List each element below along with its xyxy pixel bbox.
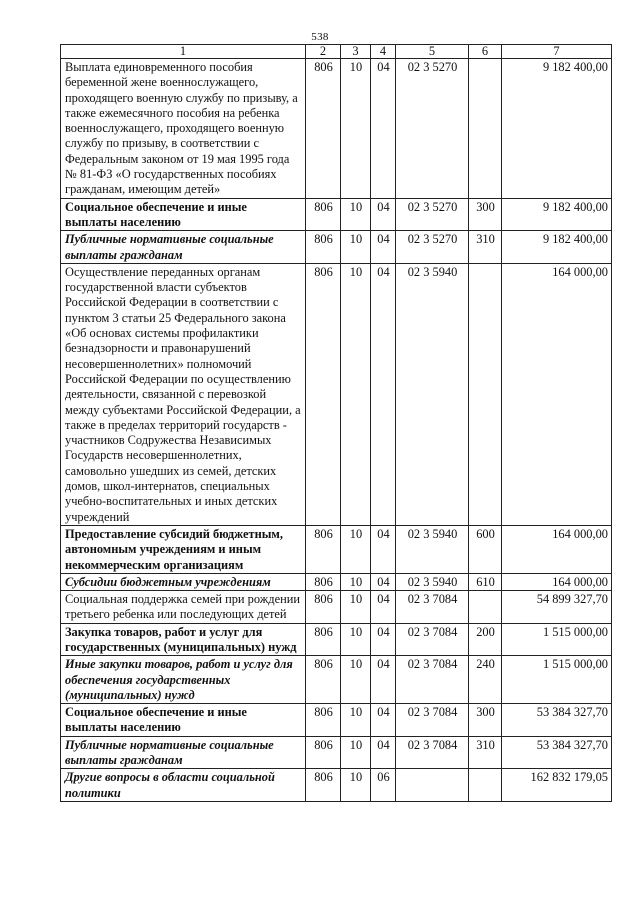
row-ministry-code: 806 [306,656,341,704]
row-amount: 1 515 000,00 [502,656,612,704]
row-subsection-code: 04 [371,623,396,656]
header-row [61,45,612,59]
row-section-code: 10 [341,769,371,802]
row-target-article: 02 3 7084 [396,736,469,769]
table-row [61,59,612,199]
row-expense-type [469,263,502,525]
row-expense-type: 600 [469,525,502,573]
row-target-article: 02 3 7084 [396,704,469,737]
row-ministry-code: 806 [306,198,341,231]
header-col-7: 7 [502,45,612,59]
row-target-article: 02 3 5940 [396,525,469,573]
row-amount: 162 832 179,05 [502,769,612,802]
row-target-article: 02 3 5270 [396,59,469,199]
row-section-code: 10 [341,231,371,264]
row-ministry-code: 806 [306,704,341,737]
row-amount: 164 000,00 [502,525,612,573]
row-amount: 164 000,00 [502,573,612,590]
row-description: Другие вопросы в области социальной политики [61,769,306,802]
row-section-code: 10 [341,525,371,573]
row-target-article: 02 3 5270 [396,198,469,231]
row-expense-type: 300 [469,198,502,231]
table-row [61,769,612,802]
table-header [61,45,612,59]
row-target-article: 02 3 7084 [396,623,469,656]
table-row [61,704,612,737]
row-ministry-code: 806 [306,573,341,590]
table-row [61,591,612,624]
row-target-article [396,769,469,802]
table-row [61,656,612,704]
row-ministry-code: 806 [306,59,341,199]
row-description: Иные закупки товаров, работ и услуг для обеспечения государственных (муниципальных) нужд [61,656,306,704]
row-target-article: 02 3 7084 [396,591,469,624]
row-amount: 1 515 000,00 [502,623,612,656]
row-expense-type: 200 [469,623,502,656]
row-target-article: 02 3 7084 [396,656,469,704]
row-ministry-code: 806 [306,525,341,573]
row-subsection-code: 06 [371,769,396,802]
page-number: 538 [311,31,329,43]
row-ministry-code: 806 [306,591,341,624]
row-subsection-code: 04 [371,231,396,264]
row-description: Осуществление переданных органам государственной власти субъектов Российской Федерации в соответствии с пунктом 3 статьи 25 Федерального закона «Об основах системы профилактики безнадзорности и правонарушений несовершеннолетних» полномочий Российской Федерации по осуществлению деятельности, связанной с перевозкой между субъектами Российской Федерации, а также в пределах территорий государств - участников Содружества Независимых Государств несовершеннолетних, самовольно ушедших из семей, детских домов, школ-интернатов, специальных учебно-воспитательных и иных детских учреждений [61,263,306,525]
row-section-code: 10 [341,263,371,525]
header-col-1: 1 [61,45,306,59]
row-ministry-code: 806 [306,231,341,264]
table-row [61,736,612,769]
table-row [61,623,612,656]
table-row [61,198,612,231]
row-expense-type: 610 [469,573,502,590]
row-amount: 9 182 400,00 [502,231,612,264]
row-expense-type: 240 [469,656,502,704]
table-row [61,573,612,590]
row-expense-type [469,591,502,624]
table-body [61,59,612,802]
row-target-article: 02 3 5270 [396,231,469,264]
row-expense-type: 300 [469,704,502,737]
row-expense-type: 310 [469,736,502,769]
row-section-code: 10 [341,573,371,590]
row-expense-type: 310 [469,231,502,264]
row-section-code: 10 [341,59,371,199]
table-row [61,525,612,573]
row-description: Закупка товаров, работ и услуг для государственных (муниципальных) нужд [61,623,306,656]
row-ministry-code: 806 [306,769,341,802]
header-col-6: 6 [469,45,502,59]
row-subsection-code: 04 [371,263,396,525]
row-amount: 53 384 327,70 [502,704,612,737]
budget-table [60,44,612,802]
row-section-code: 10 [341,656,371,704]
row-amount: 9 182 400,00 [502,59,612,199]
row-section-code: 10 [341,591,371,624]
row-amount: 54 899 327,70 [502,591,612,624]
row-section-code: 10 [341,198,371,231]
table-row [61,263,612,525]
row-amount: 9 182 400,00 [502,198,612,231]
header-col-5: 5 [396,45,469,59]
row-description: Публичные нормативные социальные выплаты гражданам [61,231,306,264]
row-subsection-code: 04 [371,736,396,769]
row-subsection-code: 04 [371,59,396,199]
header-col-2: 2 [306,45,341,59]
row-ministry-code: 806 [306,263,341,525]
row-subsection-code: 04 [371,704,396,737]
row-description: Выплата единовременного пособия беременной жене военнослужащего, проходящего военную службу по призыву, а также ежемесячного пособия на ребенка военнослужащего, проходящего военную службу по призыву, в соответствии с Федеральным законом от 19 мая 1995 года № 81-ФЗ «О государственных пособиях гражданам, имеющим детей» [61,59,306,199]
row-subsection-code: 04 [371,573,396,590]
row-target-article: 02 3 5940 [396,573,469,590]
row-description: Субсидии бюджетным учреждениям [61,573,306,590]
row-subsection-code: 04 [371,656,396,704]
row-subsection-code: 04 [371,591,396,624]
row-ministry-code: 806 [306,736,341,769]
header-col-4: 4 [371,45,396,59]
row-description: Социальная поддержка семей при рождении третьего ребенка или последующих детей [61,591,306,624]
row-expense-type [469,769,502,802]
row-section-code: 10 [341,623,371,656]
row-section-code: 10 [341,704,371,737]
row-description: Предоставление субсидий бюджетным, автономным учреждениям и иным некоммерческим организациям [61,525,306,573]
row-description: Социальное обеспечение и иные выплаты населению [61,704,306,737]
row-subsection-code: 04 [371,525,396,573]
row-section-code: 10 [341,736,371,769]
row-ministry-code: 806 [306,623,341,656]
row-description: Социальное обеспечение и иные выплаты населению [61,198,306,231]
row-subsection-code: 04 [371,198,396,231]
row-amount: 164 000,00 [502,263,612,525]
row-expense-type [469,59,502,199]
header-col-3: 3 [341,45,371,59]
row-amount: 53 384 327,70 [502,736,612,769]
row-description: Публичные нормативные социальные выплаты гражданам [61,736,306,769]
table-row [61,231,612,264]
row-target-article: 02 3 5940 [396,263,469,525]
